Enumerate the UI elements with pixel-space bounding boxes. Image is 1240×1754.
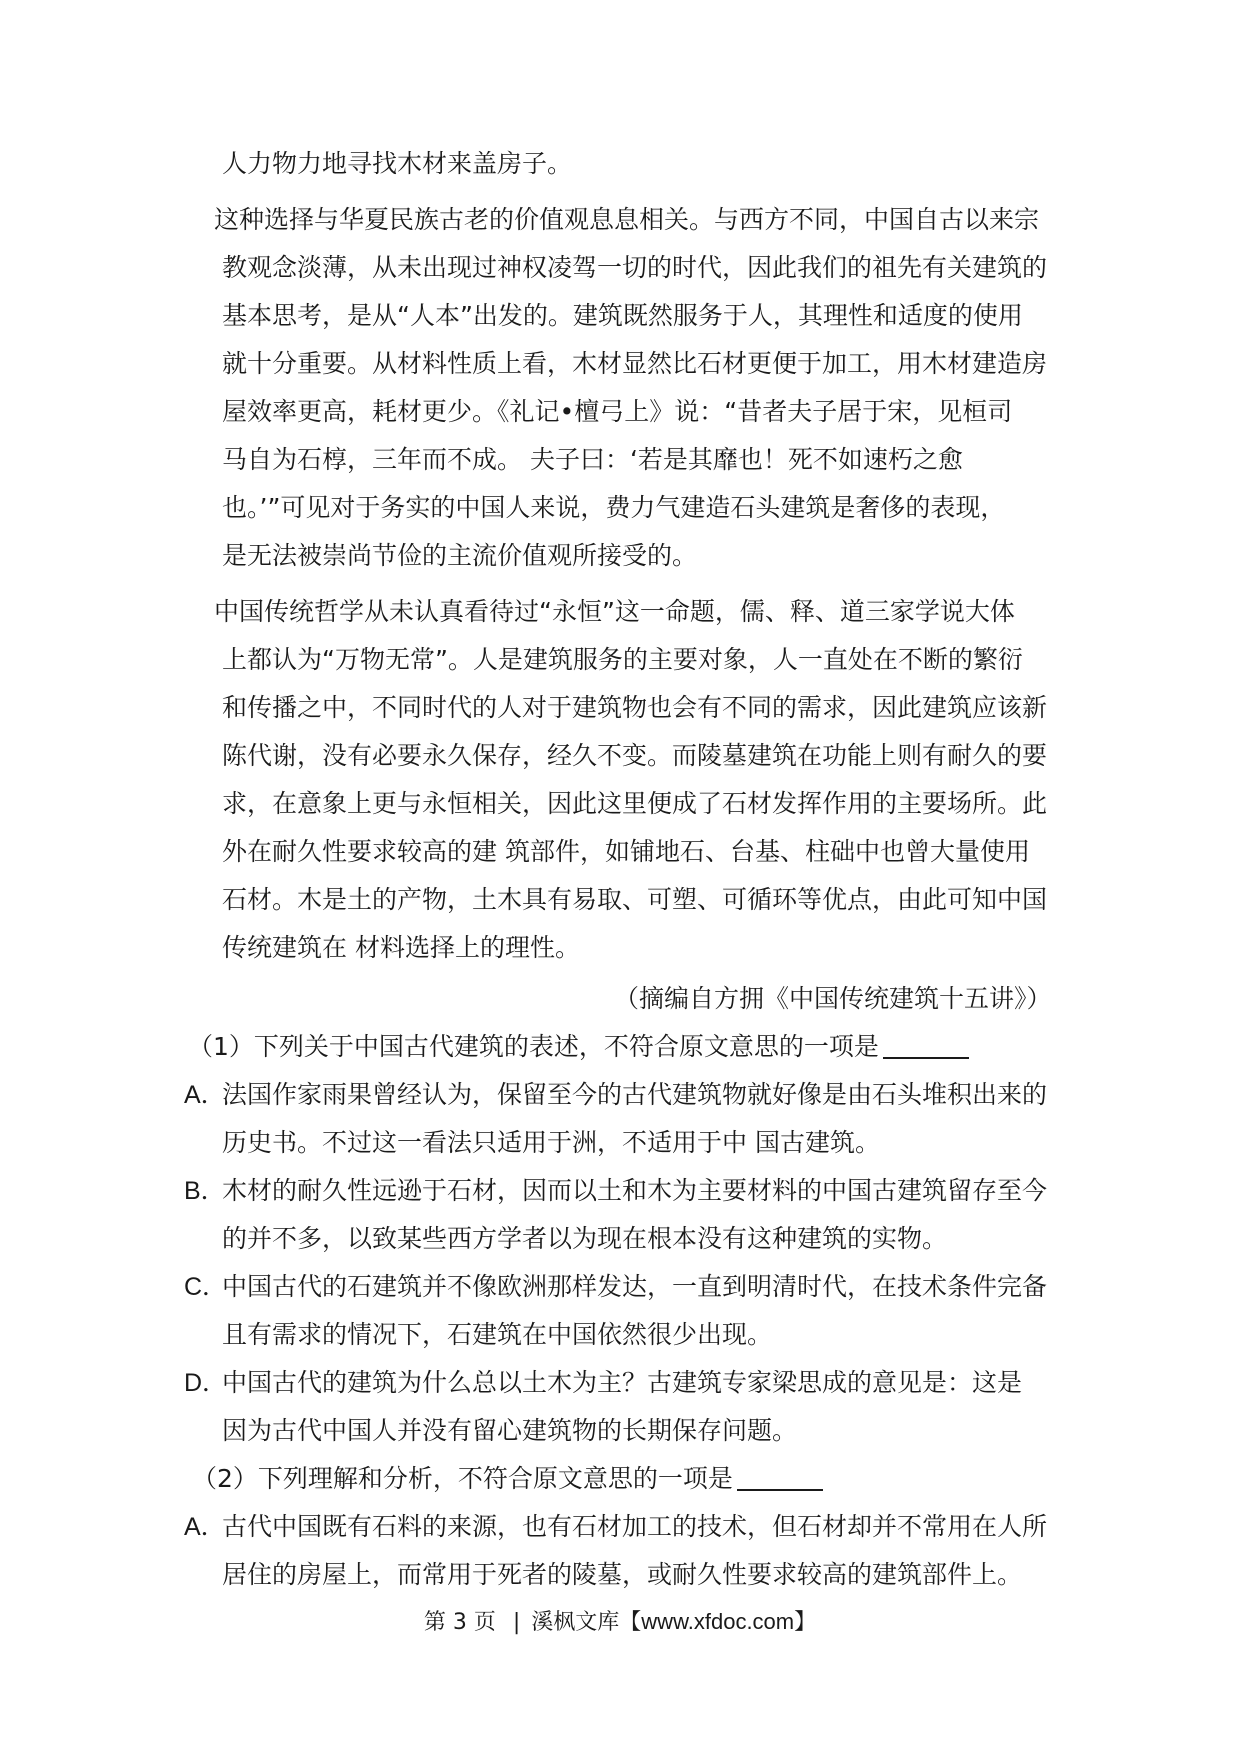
paragraph-line: 上都认为“万物无常”。人是建筑服务的主要对象，人一直处在不断的繁衍 [222,645,1023,674]
paragraph-line: 是无法被崇尚节俭的主流价值观所接受的。 [222,541,698,570]
paragraph-line: 陈代谢，没有必要永久保存，经久不变。而陵墓建筑在功能上则有耐久的要 [222,741,1048,770]
page-number: 第 3 页 [423,1610,496,1635]
paragraph-line: 求，在意象上更与永恒相关，因此这里便成了石材发挥作用的主要场所。此 [222,789,1048,818]
paragraph-line: 外在耐久性要求较高的建 筑部件，如铺地石、台基、柱础中也曾大量使用 [222,837,1030,866]
passage-paragraph-2 [214,588,1015,636]
paragraph-line: 这种选择与华夏民族古老的价值观息息相关。与西方不同，中国自古以来宗 [214,205,1040,234]
paragraph-line: 马自为石椁，三年而不成。 夫子曰：‘若是其靡也！死不如速朽之愈 [222,445,963,474]
question-2-stem: （2）下列理解和分析，不符合原文意思的一项是 [192,1455,823,1503]
passage-paragraph-1-body [222,244,1047,580]
source-attribution: （摘编自方拥《中国传统建筑十五讲》） [614,984,1052,1013]
paragraph-line: 和传播之中，不同时代的人对于建筑物也会有不同的需求，因此建筑应该新 [222,693,1048,722]
footer-separator: | [512,1610,521,1635]
answer-blank[interactable] [737,1459,823,1491]
paragraph-line: 就十分重要。从材料性质上看，木材显然比石材更便于加工，用木材建造房 [222,349,1048,378]
document-page: 人力物力地寻找木材来盖房子。 这种选择与华夏民族古老的价值观息息相关。与西方不同，中国自古以来宗 教观念淡薄，从未出现过神权凌驾一切的时代，因此我们的祖先有关建筑的 基本思考，是从“人本”出发的。建筑既然服务于人，其理性和适度的使用 就十分重要。从材料性质上看，木材显然比石材更便于加工，用木材建造房 屋效率更高，耗材更少。《礼记•檀弓上》说：“昔者夫子居于宋，见桓司 马自为石椁，三年而不成。 夫子曰：‘若是其靡也！死不如速朽之愈 也。’”可见对于务实的中国人来说，费力气建造石头建筑是奢侈的表现， 是无法被崇尚节俭的主流价值观所接受的。 中国传统哲学从未认真看待过“永恒”这一命题，儒、释、道三家学说大体 上都认为“万物无常”。人是建筑服务的主要对象，人一直处在不断的繁衍 和传播之中，不同时代的人对于建筑物也会有不同的需求，因此建筑应该新 陈代谢，没有必要永久保存，经久不变。而陵墓建筑在功能上则有耐久的要 求，在意象上更与永恒相关，因此这里便成了石材发挥作用的主要场所。此 外在耐久性要求较高的建 筑部件，如铺地石、台基、柱础中也曾大量使用 石材。木是土的产物，土木具有易取、可塑、可循环等优点，由此可知中国 传统建筑在 材料选择上的理性。 （摘编自方拥《中国传统建筑十五讲》） （1）下列关于中国古代建筑的表述，不符合原文意思的一项是 A． 法国作家雨果曾经认为，保留至今的古代建筑物就好像是由石头堆积出来的 历史书。不过这一看法只适用于洲，不适用于中 国古建筑。 B． 木材的耐久性远逊于石材，因而以土和木为主要材料的中国古建筑留存至今 的并不多，以致某些西方学者以为现在根本没有这种建筑的实物。 C． 中国古代的石建筑并不像欧洲那样发达，一直到明清时代，在技术条件完备 且有需求的情况下，石建筑在中国依然很少出现。 D． 中国古代的建筑为什么总以土木为主？古建筑专家梁思成的意见是：这是 因为古代中国人并没有留心建筑物的长期保存问题。 （2）下列理解和分析，不符合原文意思的一项是 A． 古代中国既有石料的来源，也有石材加工的技术，但石材却并不常用在人所 居住的房屋上，而常用于死者的陵墓，或耐久性要求较高的建筑部件上。 第 3 页 | 溪枫文库【www.xfdoc.com】 [0,0,1240,1754]
question-1-stem: （1）下列关于中国古代建筑的表述，不符合原文意思的一项是 [188,1023,969,1071]
paragraph-line: 屋效率更高，耗材更少。《礼记•檀弓上》说：“昔者夫子居于宋，见桓司 [222,397,1013,426]
paragraph-line: 基本思考，是从“人本”出发的。建筑既然服务于人，其理性和适度的使用 [222,301,1023,330]
page-footer [0,1606,1240,1639]
paragraph-line: 中国传统哲学从未认真看待过“永恒”这一命题，儒、释、道三家学说大体 [214,597,1015,626]
paragraph-line: 石材。木是土的产物，土木具有易取、可塑、可循环等优点，由此可知中国 [222,885,1048,914]
paragraph-line: 传统建筑在 材料选择上的理性。 [222,933,580,962]
passage-paragraph-1 [214,196,1039,244]
library-url[interactable]: 【www.xfdoc.com】 [619,1609,817,1634]
paragraph-line: 也。’”可见对于务实的中国人来说，费力气建造石头建筑是奢侈的表现， [222,493,1006,522]
answer-blank[interactable] [883,1027,969,1059]
library-name: 溪枫文库 [531,1610,620,1635]
passage-paragraph-2-body [222,636,1047,972]
paragraph-line: 教观念淡薄，从未出现过神权凌驾一切的时代，因此我们的祖先有关建筑的 [222,253,1048,282]
continuation-line: 人力物力地寻找木材来盖房子。 [222,149,573,178]
